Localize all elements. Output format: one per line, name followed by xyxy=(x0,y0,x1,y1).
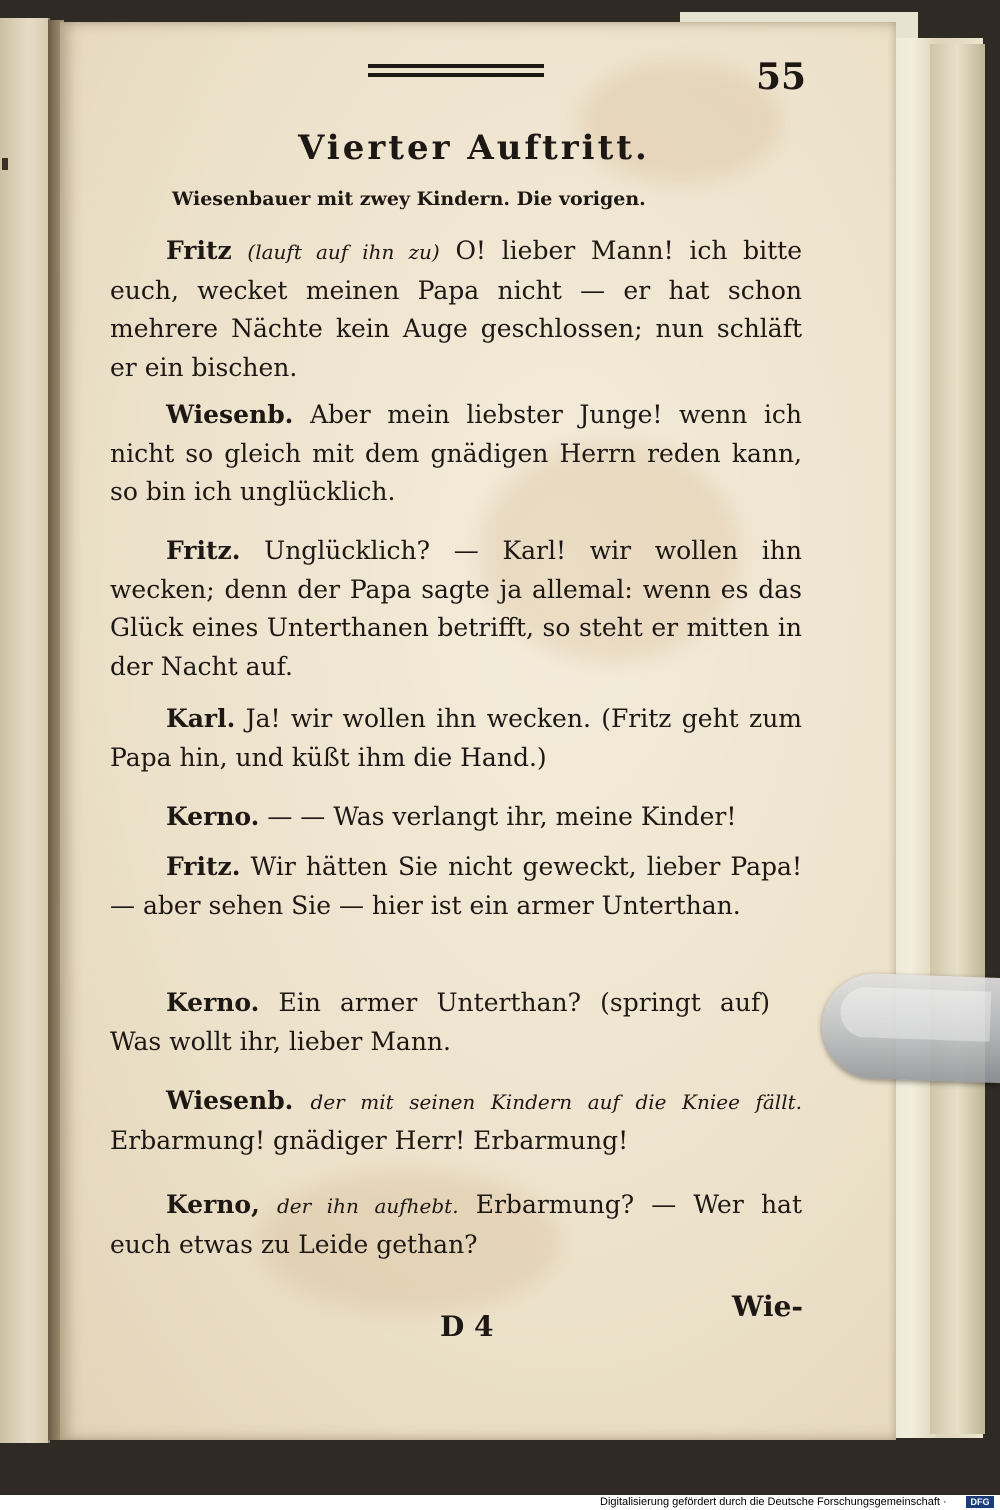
dialogue-paragraph xyxy=(110,532,802,686)
dialogue-paragraph xyxy=(110,1186,802,1264)
speaker-name: Karl. xyxy=(166,704,236,733)
page-stack-edge-outer xyxy=(930,44,985,1434)
header-rule xyxy=(368,64,544,80)
dialogue-text: Erbarmung! gnädiger Herr! Erbarmung! xyxy=(110,1125,629,1155)
header-rule-line xyxy=(368,64,544,68)
dialogue-paragraph xyxy=(110,396,802,512)
stage-direction: der mit seinen Kindern auf die Kniee fällt. xyxy=(310,1090,802,1114)
dialogue-text: Aber mein liebster Junge! wenn ich nicht so gleich mit dem gnädigen Herrn reden kann, so bin ich unglücklich. xyxy=(110,400,803,506)
left-facing-page-edge xyxy=(0,18,50,1443)
dfg-logo: DFG xyxy=(966,1496,994,1508)
speaker-name: Kerno. xyxy=(166,988,260,1017)
scene-characters: Wiesenbauer mit zwey Kindern. Die vorigen. xyxy=(172,188,646,210)
page-number: 55 xyxy=(756,56,807,98)
speaker-name: Kerno. xyxy=(166,802,260,831)
glass-page-clip xyxy=(820,972,1000,1083)
dialogue-text: Ja! wir wollen ihn wecken. (Fritz geht zum Papa hin, und küßt ihm die Hand.) xyxy=(110,704,802,772)
dialogue-paragraph xyxy=(110,232,802,387)
dialogue-text: Wir hätten Sie nicht geweckt, lieber Papa! — aber sehen Sie — hier ist ein armer Unterthan. xyxy=(110,852,802,920)
speaker-name: Wiesenb. xyxy=(166,400,294,429)
dialogue-text: O! lieber Mann! ich bitte euch, wecket meinen Papa nicht — er hat schon mehrere Nächte kein Auge geschlossen; nun schläft er ein bischen. xyxy=(110,236,802,382)
header-rule-line xyxy=(368,73,544,77)
speaker-name: Wiesenb. xyxy=(166,1086,294,1115)
dialogue-paragraph xyxy=(110,700,802,777)
dialogue-text: — — Was verlangt ihr, meine Kinder! xyxy=(267,802,737,831)
speaker-name: Fritz. xyxy=(166,536,241,565)
printer-signature: D 4 xyxy=(440,1310,494,1343)
stage-direction: der ihn aufhebt. xyxy=(276,1194,459,1218)
speaker-name: Kerno, xyxy=(166,1190,260,1219)
left-page-ink-mark xyxy=(2,158,8,170)
dialogue-text: Ein armer Unterthan? (springt auf) Was wollt ihr, lieber Mann. xyxy=(110,988,770,1056)
dialogue-paragraph xyxy=(110,798,802,837)
scene-heading: Vierter Auftritt. xyxy=(298,128,650,168)
catchword: Wie- xyxy=(732,1290,804,1323)
glass-page-clip-highlight xyxy=(840,987,992,1042)
dialogue-paragraph xyxy=(110,984,770,1061)
dialogue-paragraph xyxy=(110,1082,802,1160)
digitization-credit: Digitalisierung gefördert durch die Deutsche Forschungsgemeinschaft · xyxy=(600,1496,947,1508)
speaker-name: Fritz. xyxy=(166,852,241,881)
dialogue-text: Erbarmung? — Wer hat euch etwas zu Leide gethan? xyxy=(110,1190,803,1259)
speaker-name: Fritz xyxy=(166,236,232,265)
stage-direction: (lauft auf ihn zu) xyxy=(247,240,440,264)
dialogue-text: Unglücklich? — Karl! wir wollen ihn wecken; denn der Papa sagte ja allemal: wenn es das Glück eines Unterthanen betrifft, so steht er mitten in der Nacht auf. xyxy=(110,536,802,681)
dialogue-paragraph xyxy=(110,848,802,925)
